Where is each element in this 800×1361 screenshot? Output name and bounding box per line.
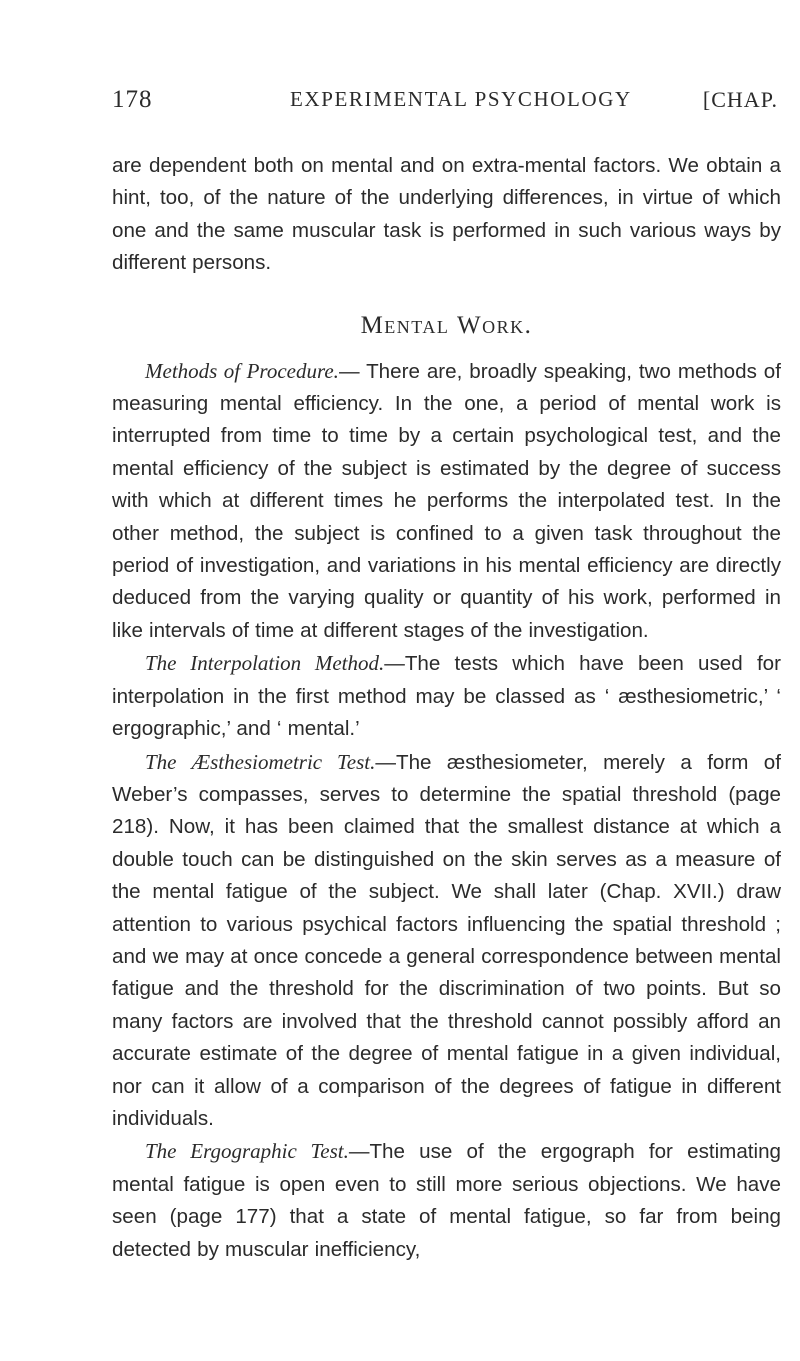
- running-title: EXPERIMENTAL PSYCHOLOGY: [290, 87, 632, 111]
- paragraph-text: — There are, broadly speaking, two methods of measuring mental efficiency. In the one, a period of mental work is interrupted from time to time by a certain psychological test, and the mental efficiency of the subject is estimated by the degree of success with which at different times he performs the interpolated test. In the other method, the subject is confined to a given task throughout the period of investigation, and variations in his mental efficiency are directly deduced from the varying quality or quantity of his work, performed in like intervals of time at different stages of the investigation.: [112, 359, 781, 642]
- paragraph-text: —The tests which have been used for interpolation in the first method may be classed as ‘ æsthesiometric,’ ‘ ergographic,’ and ‘ mental.’: [112, 652, 781, 741]
- running-header: [112, 86, 788, 126]
- paragraph-methods: [112, 355, 781, 648]
- chapter-marker: [CHAP.: [702, 87, 778, 112]
- paragraph-lead: Methods of Procedure.: [145, 358, 339, 383]
- paragraph-text: —The use of the ergograph for estimating mental fatigue is open even to still more serious objections. We have seen (page 177) that a state of mental fatigue, so far from being detected by muscular inefficiency,: [112, 1140, 781, 1261]
- paragraph-text: —The æsthesiometer, merely a form of Weber’s compasses, serves to determine the spatial threshold (page 218). Now, it has been claimed that the smallest distance at which a double touch can be distinguished on the skin serves as a measure of the mental fatigue of the subject. We shall later (Chap. XVII.) draw attention to various psychical factors influencing the spatial threshold ; and we may at once concede a general correspondence between mental fatigue and the threshold for the discrimination of two points. But so many factors are involved that the threshold cannot possibly afford an accurate estimate of the degree of mental fatigue in a given individual, nor can it allow of a comparison of the degrees of fatigue in different individuals.: [112, 750, 781, 1130]
- paragraph-lead: The Ergographic Test.: [145, 1139, 349, 1164]
- paragraph-aesthesiometric: [112, 746, 781, 1136]
- page-number: 178: [112, 86, 153, 113]
- paragraph-continuation: are dependent both on mental and on extra-mental factors. We obtain a hint, too, of the nature of the underlying differences, in virtue of which one and the same muscular task is performed in such various ways by different persons.: [112, 154, 781, 275]
- paragraph-lead: The Interpolation Method.: [145, 651, 385, 676]
- paragraph-ergographic: [112, 1135, 781, 1266]
- section-heading: Mental Work.: [360, 311, 533, 339]
- body-text: [112, 150, 781, 1266]
- paragraph-lead: The Æsthesiometric Test.: [145, 749, 376, 774]
- paragraph-interpolation: [112, 647, 781, 745]
